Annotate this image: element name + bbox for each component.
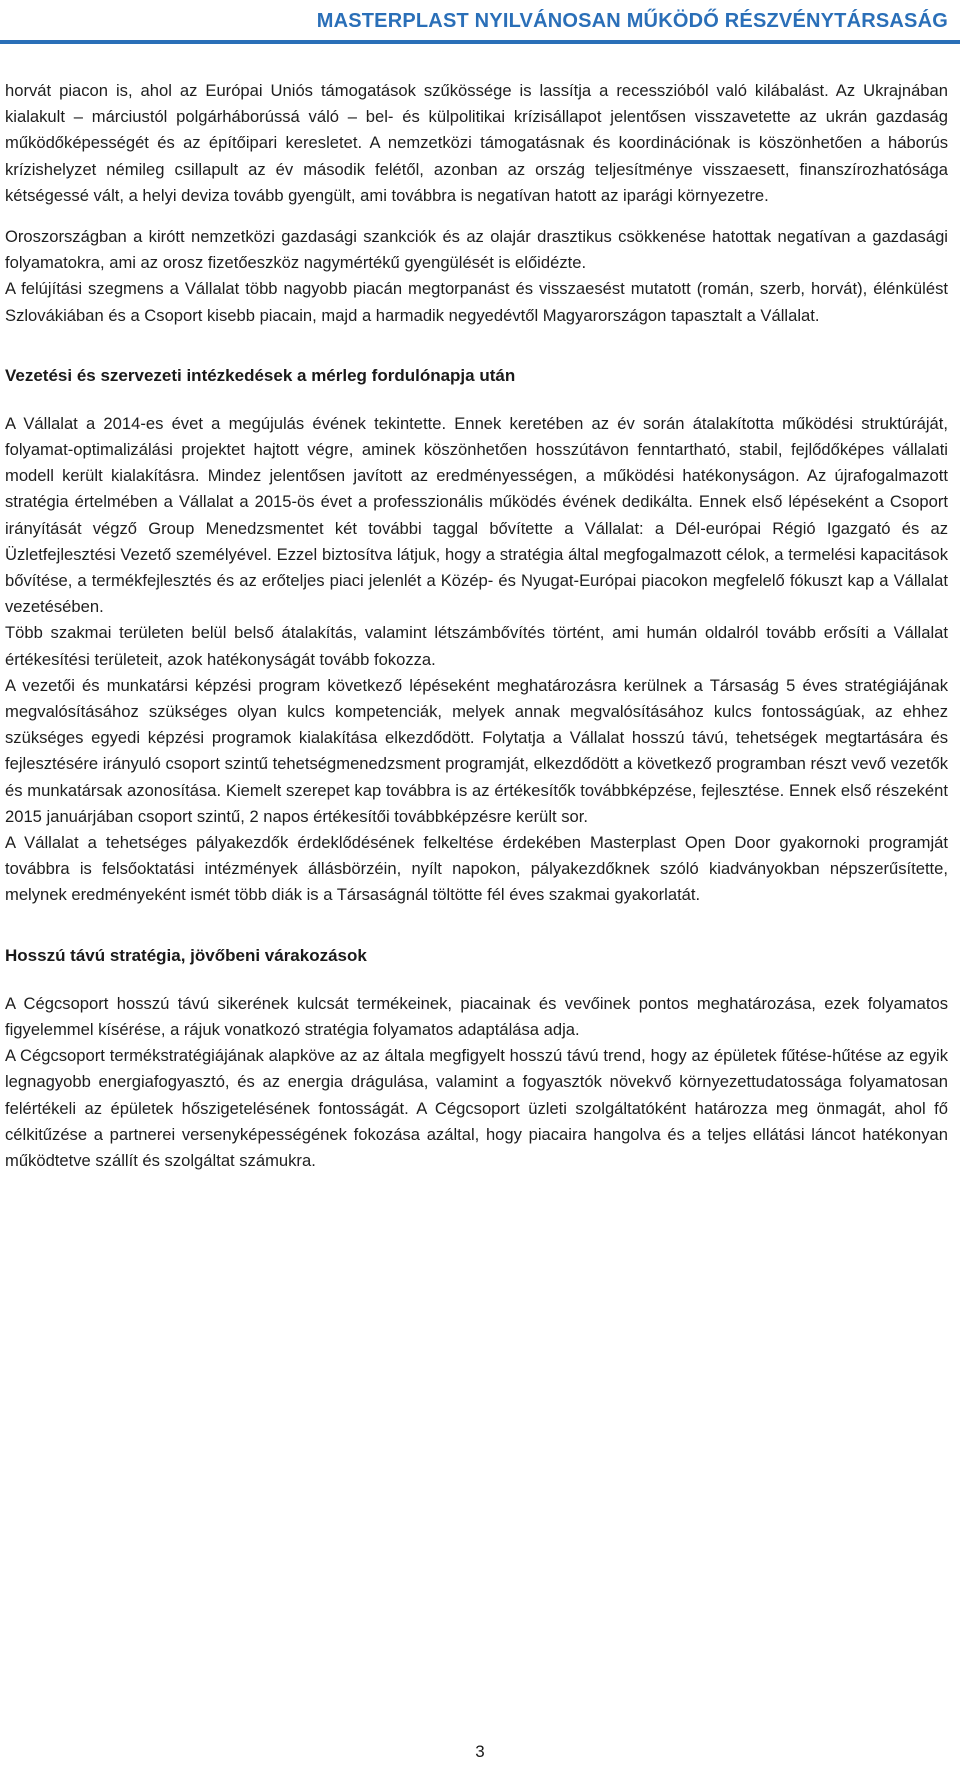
section-heading-strategy: Hosszú távú stratégia, jövőbeni várakozások [5, 945, 367, 965]
page-header [12, 6, 948, 36]
company-title: MASTERPLAST NYILVÁNOSAN MŰKÖDŐ RÉSZVÉNYTÁRSASÁG [316, 10, 948, 32]
management-paragraph-4: A Vállalat a tehetséges pályakezdők érdeklődésének felkeltése érdekében Masterplast Open Door gyakornoki programját továbbra is felsőoktatási intézmények állásbörzéin, nyílt napokon, pályakezdőknek szóló kiadványokban népszerűsítette, melynek eredményeként ismét több diák is a Társaságnál töltötte fél éves szakmai gyakorlatát. [5, 833, 948, 905]
strategy-paragraph-1: A Cégcsoport hosszú távú sikerének kulcsát termékeinek, piacainak és vevőinek pontos meghatározása, ezek folyamatos figyelemmel kísérése, a rájuk vonatkozó stratégia folyamatos adaptálása adja. [5, 993, 948, 1039]
management-paragraph-1: A Vállalat a 2014-es évet a megújulás évének tekintette. Ennek keretében az év során átalakította működési struktúráját, folyamat-optimalizálási projektet hajtott végre, aminek köszönhetően hosszútávon fenntartható, stabil, fejlődőképes vállalati modell került kialakításra. Mindez jelentősen javított az eredményességen, a működési hatékonyságon. Az újrafogalmazott stratégia értelmében a Vállalat a 2015-ös évet a professzionális működés évének dedikálta. Ennek első lépéseként a Csoport irányítását végző Group Menedzsmentet két további taggal bővítette a Vállalat: a Dél-európai Régió Igazgató és az Üzletfejlesztési Vezető személyével. Ezzel biztosítva látjuk, hogy a stratégia által megfogalmazott célok, a termelési kapacitások bővítése, a termékfejlesztés és az erőteljes piaci jelenlét a Közép- és Nyugat-Európai piacokon megfelelő fókuszt kap a Vállalat vezetésében. [5, 413, 948, 617]
management-paragraph-2: Több szakmai területen belül belső átalakítás, valamint létszámbővítés történt, ami humán oldalról tovább erősíti a Vállalat értékesítési területeit, azok hatékonyságát tovább fokozza. [5, 623, 948, 669]
page-number: 3 [475, 1742, 485, 1761]
intro-paragraph-2: Oroszországban a kirótt nemzetközi gazdasági szankciók és az olajár drasztikus csökkenése hatottak negatívan a gazdasági folyamatokra, ami az orosz fizetőeszköz nagymértékű gyengülését is előidézte. [5, 227, 948, 273]
document-body [5, 78, 948, 1174]
intro-paragraph-1: horvát piacon is, ahol az Európai Uniós támogatások szűkössége is lassítja a recesszióból való kilábalást. Az Ukrajnában kialakult – márciustól polgárháborússá váló – bel- és külpolitikai krízisállapot jelentősen visszavetette az ukrán gazdaság működőképességét és az építőipari keresletet. A nemzetközi támogatásnak és koordinációnak is köszönhetően a háborús krízishelyzet némileg csillapult az év második felétől, azonban az ország teljesítménye visszaesett, finanszírozhatósága kétségessé vált, a helyi deviza tovább gyengült, ami továbbra is negatívan hatott az iparági környezetre. [5, 81, 948, 205]
intro-paragraph-3: A felújítási szegmens a Vállalat több nagyobb piacán megtorpanást és visszaesést mutatott (román, szerb, horvát), élénkülést Szlovákiában és a Csoport kisebb piacain, majd a harmadik negyedévtől Magyarországon tapasztalt a Vállalat. [5, 279, 948, 325]
header-rule [0, 40, 960, 44]
strategy-paragraph-2: A Cégcsoport termékstratégiájának alapköve az az általa megfigyelt hosszú távú trend, hogy az épületek fűtése-hűtése az egyik legnagyobb energiafogyasztó, és az energia drágulása, valamint a fogyasztók növekvő környezettudatossága folyamatosan felértékeli az épületek hőszigetelésének fontosságát. A Cégcsoport üzleti szolgáltatóként határozza meg önmagát, ahol fő célkitűzése a partnerei versenyképességének fokozása azáltal, hogy piacaira hangolva és a teljes ellátási láncot hatékonyan működtetve szállít és szolgáltat számukra. [5, 1046, 948, 1170]
section-heading-management: Vezetési és szervezeti intézkedések a mérleg fordulónapja után [5, 365, 516, 385]
management-paragraph-3: A vezetői és munkatársi képzési program következő lépéseként meghatározásra kerülnek a Társaság 5 éves stratégiájának megvalósításához szükséges olyan kulcs kompetenciák, melyek annak megvalósításához kulcs fontosságúak, az ehhez szükséges egyedi képzési programok kialakítása elkezdődött. Folytatja a Vállalat hosszú távú, tehetségek megtartására és fejlesztésére irányuló csoport szintű tehetségmenedzsment programját, elkezdődött a következő programban részt vevő vezetők és munkatársak azonosítása. Kiemelt szerepet kap továbbra is az értékesítők továbbképzése, fejlesztése. Ennek első részeként 2015 januárjában csoport szintű, 2 napos értékesítői továbbképzésre került sor. [5, 675, 948, 826]
